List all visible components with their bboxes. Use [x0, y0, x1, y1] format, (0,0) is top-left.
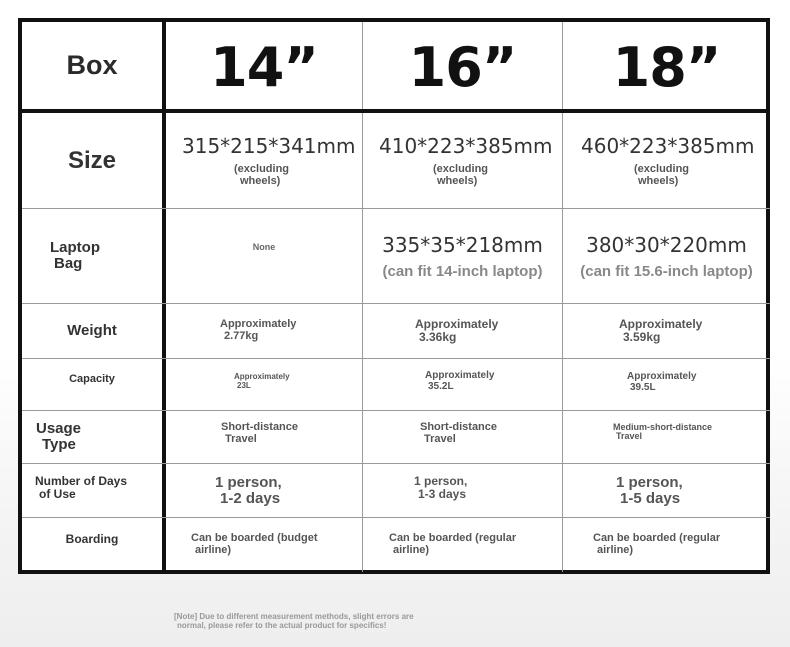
row-label-boarding — [22, 518, 162, 572]
boarding-value-16-line2: airline) — [393, 544, 430, 556]
row-label-usage-line1: Usage — [36, 420, 82, 438]
header-size-16-text: 16” — [408, 36, 517, 99]
laptop-dim-18: 380*30*220mm — [586, 232, 747, 257]
weight-value-16: 3.36kg — [419, 330, 457, 344]
size-note-18 — [581, 164, 770, 187]
laptop-cell-18 — [563, 209, 770, 303]
row-label-boarding-text: Boarding — [65, 531, 119, 546]
usage-cell-18 — [563, 411, 770, 463]
header-size-16 — [363, 22, 562, 109]
row-label-size — [22, 113, 162, 208]
days-cell-14 — [166, 464, 362, 517]
capacity-value-14: 23L — [237, 380, 251, 390]
row-label-days-line1: Number of Days — [35, 473, 128, 488]
row-label-usage-line2: Type — [42, 436, 76, 453]
weight-value-14: 2.77kg — [224, 330, 259, 342]
measurement-footnote — [174, 612, 414, 630]
size-value-16: 410*223*385mm — [379, 133, 553, 158]
laptop-note-16: (can fit 14-inch laptop) — [382, 262, 543, 280]
size-cell-18 — [563, 113, 770, 208]
boarding-cell-14 — [166, 518, 362, 572]
header-size-18-text: 18” — [612, 36, 721, 99]
row-label-usage-type — [22, 411, 162, 463]
boarding-cell-18 — [563, 518, 770, 572]
boarding-value-18-line1: Can be boarded (regular — [593, 532, 721, 545]
footnote-line2: normal, please refer to the actual product for specifics! — [177, 621, 387, 631]
boarding-cell-16 — [363, 518, 562, 572]
weight-cell-14 — [166, 304, 362, 358]
row-label-laptop-bag — [22, 209, 162, 303]
weight-prefix-18: Approximately — [619, 317, 703, 332]
usage-value-14-line1: Short-distance — [221, 421, 299, 434]
row-label-weight-text: Weight — [67, 322, 117, 340]
boarding-value-16-line1: Can be boarded (regular — [389, 532, 517, 545]
laptop-cell-16 — [363, 209, 562, 303]
footnote-line1: [Note] Due to different measurement methods, slight errors are — [174, 612, 414, 621]
usage-value-18-line2: Travel — [616, 431, 643, 441]
days-cell-18 — [563, 464, 770, 517]
size-note-14-line2: wheels) — [240, 174, 281, 187]
boarding-value-18-line2: airline) — [597, 544, 634, 556]
size-note-18-line1: (excluding — [634, 162, 690, 175]
row-label-laptop-line1: Laptop — [50, 239, 100, 257]
weight-prefix-16: Approximately — [415, 317, 499, 332]
usage-value-18-line1: Medium-short-distance — [613, 421, 713, 432]
capacity-prefix-18: Approximately — [627, 371, 697, 382]
usage-value-16-line1: Short-distance — [420, 421, 498, 434]
row-label-capacity-text: Capacity — [69, 372, 115, 385]
weight-cell-18 — [563, 304, 770, 358]
header-box-label — [22, 22, 162, 109]
boarding-value-14-line1: Can be boarded (budget — [191, 532, 318, 545]
laptop-note-18: (can fit 15.6-inch laptop) — [580, 262, 753, 280]
size-note-14-line1: (excluding — [234, 162, 290, 175]
size-value-14: 315*215*341mm — [182, 133, 356, 158]
days-value-18-line2: 1-5 days — [620, 489, 681, 507]
weight-cell-16 — [363, 304, 562, 358]
row-label-laptop-line2: Bag — [54, 255, 83, 272]
usage-cell-16 — [363, 411, 562, 463]
header-box-text: Box — [66, 50, 118, 80]
row-label-weight — [22, 304, 162, 358]
capacity-cell-14 — [166, 359, 362, 410]
laptop-none-14: None — [252, 242, 276, 252]
usage-cell-14 — [166, 411, 362, 463]
days-cell-16 — [363, 464, 562, 517]
capacity-cell-16 — [363, 359, 562, 410]
header-size-18 — [563, 22, 770, 109]
row-label-days-of-use — [22, 464, 162, 517]
capacity-value-16: 35.2L — [428, 380, 454, 392]
size-note-16-line2: wheels) — [437, 174, 478, 187]
capacity-prefix-14: Approximately — [234, 372, 290, 382]
spec-table — [18, 18, 770, 574]
weight-prefix-14: Approximately — [220, 318, 297, 331]
days-value-14-line1: 1 person, — [215, 473, 282, 491]
days-value-18-line1: 1 person, — [616, 473, 683, 491]
usage-value-14-line2: Travel — [225, 433, 257, 445]
header-size-14 — [166, 22, 362, 109]
usage-value-16-line2: Travel — [424, 433, 456, 445]
days-value-16-line2: 1-3 days — [418, 486, 467, 501]
weight-value-18: 3.59kg — [623, 330, 661, 344]
capacity-prefix-16: Approximately — [425, 370, 495, 381]
capacity-value-18: 39.5L — [630, 381, 656, 393]
laptop-dim-16: 335*35*218mm — [382, 232, 543, 257]
size-note-16 — [379, 164, 562, 187]
row-label-size-text: Size — [67, 146, 117, 174]
laptop-cell-14 — [166, 209, 362, 303]
size-value-18: 460*223*385mm — [581, 133, 755, 158]
size-note-18-line2: wheels) — [638, 174, 679, 187]
days-value-14-line2: 1-2 days — [220, 489, 281, 507]
row-label-capacity — [22, 359, 162, 410]
size-cell-14 — [166, 113, 362, 208]
size-note-14 — [182, 164, 362, 187]
size-cell-16 — [363, 113, 562, 208]
header-size-14-text: 14” — [210, 36, 318, 99]
size-note-16-line1: (excluding — [433, 162, 489, 175]
days-value-16-line1: 1 person, — [414, 473, 468, 488]
capacity-cell-18 — [563, 359, 770, 410]
boarding-value-14-line2: airline) — [195, 544, 232, 556]
row-label-days-line2: of Use — [39, 486, 76, 501]
